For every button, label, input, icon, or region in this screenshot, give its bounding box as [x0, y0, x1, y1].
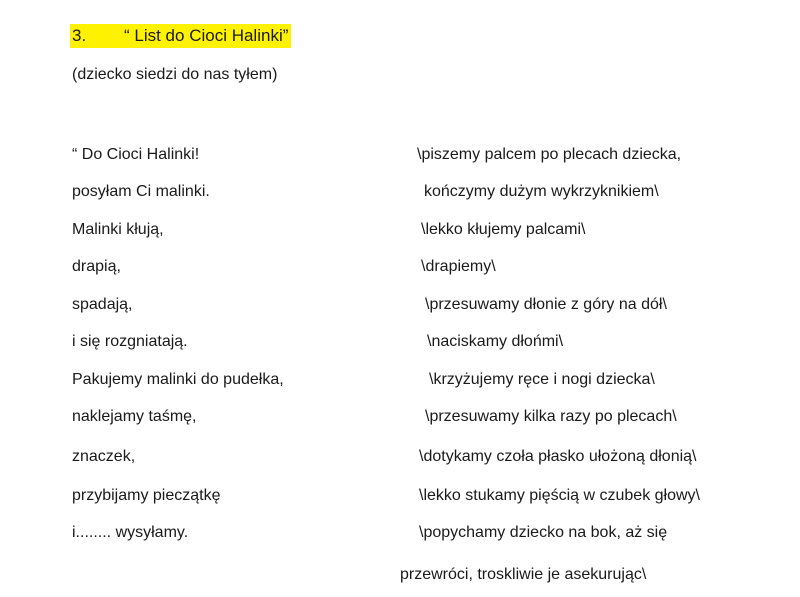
poem-line: przybijamy pieczątkę	[72, 487, 221, 504]
poem-row	[0, 408, 800, 432]
poem-line: Malinki kłują,	[72, 221, 164, 238]
poem-row	[0, 258, 800, 282]
action-line: \lekko kłujemy palcami\	[421, 221, 586, 238]
poem-row	[0, 183, 800, 207]
poem-line: znaczek,	[72, 448, 136, 465]
poem-row	[0, 487, 800, 511]
poem-row	[0, 448, 800, 472]
poem-line: posyłam Ci malinki.	[72, 183, 210, 200]
action-continuation: przewróci, troskliwie je asekurując\	[400, 566, 647, 583]
section-number: 3.	[72, 26, 87, 45]
action-line: \lekko stukamy pięścią w czubek głowy\	[419, 487, 700, 504]
action-line: \naciskamy dłońmi\	[427, 333, 564, 350]
poem-line: spadają,	[72, 296, 133, 313]
action-line: \popychamy dziecko na bok, aż się	[419, 524, 668, 541]
action-line: \przesuwamy kilka razy po plecach\	[425, 408, 677, 425]
poem-row	[0, 146, 800, 170]
action-line: \dotykamy czoła płasko ułożoną dłonią\	[419, 448, 697, 465]
poem-row	[0, 333, 800, 357]
poem-row	[0, 524, 800, 548]
action-line: kończymy dużym wykrzyknikiem\	[424, 183, 659, 200]
section-heading	[70, 24, 291, 48]
poem-line: i się rozgniatają.	[72, 333, 188, 350]
poem-line: drapią,	[72, 258, 121, 275]
action-line: \piszemy palcem po plecach dziecka,	[417, 146, 682, 163]
poem-line: naklejamy taśmę,	[72, 408, 197, 425]
poem-row	[0, 221, 800, 245]
poem-line: i........ wysyłamy.	[72, 524, 189, 541]
instruction-note: (dziecko siedzi do nas tyłem)	[72, 66, 278, 83]
action-line: \krzyżujemy ręce i nogi dziecka\	[429, 371, 655, 388]
action-line: \przesuwamy dłonie z góry na dół\	[425, 296, 667, 313]
action-line: \drapiemy\	[421, 258, 496, 275]
poem-row	[0, 296, 800, 320]
section-title: “ List do Cioci Halinki”	[124, 26, 289, 45]
poem-line: “ Do Cioci Halinki!	[72, 146, 200, 163]
poem-row	[0, 371, 800, 395]
poem-line: Pakujemy malinki do pudełka,	[72, 371, 284, 388]
